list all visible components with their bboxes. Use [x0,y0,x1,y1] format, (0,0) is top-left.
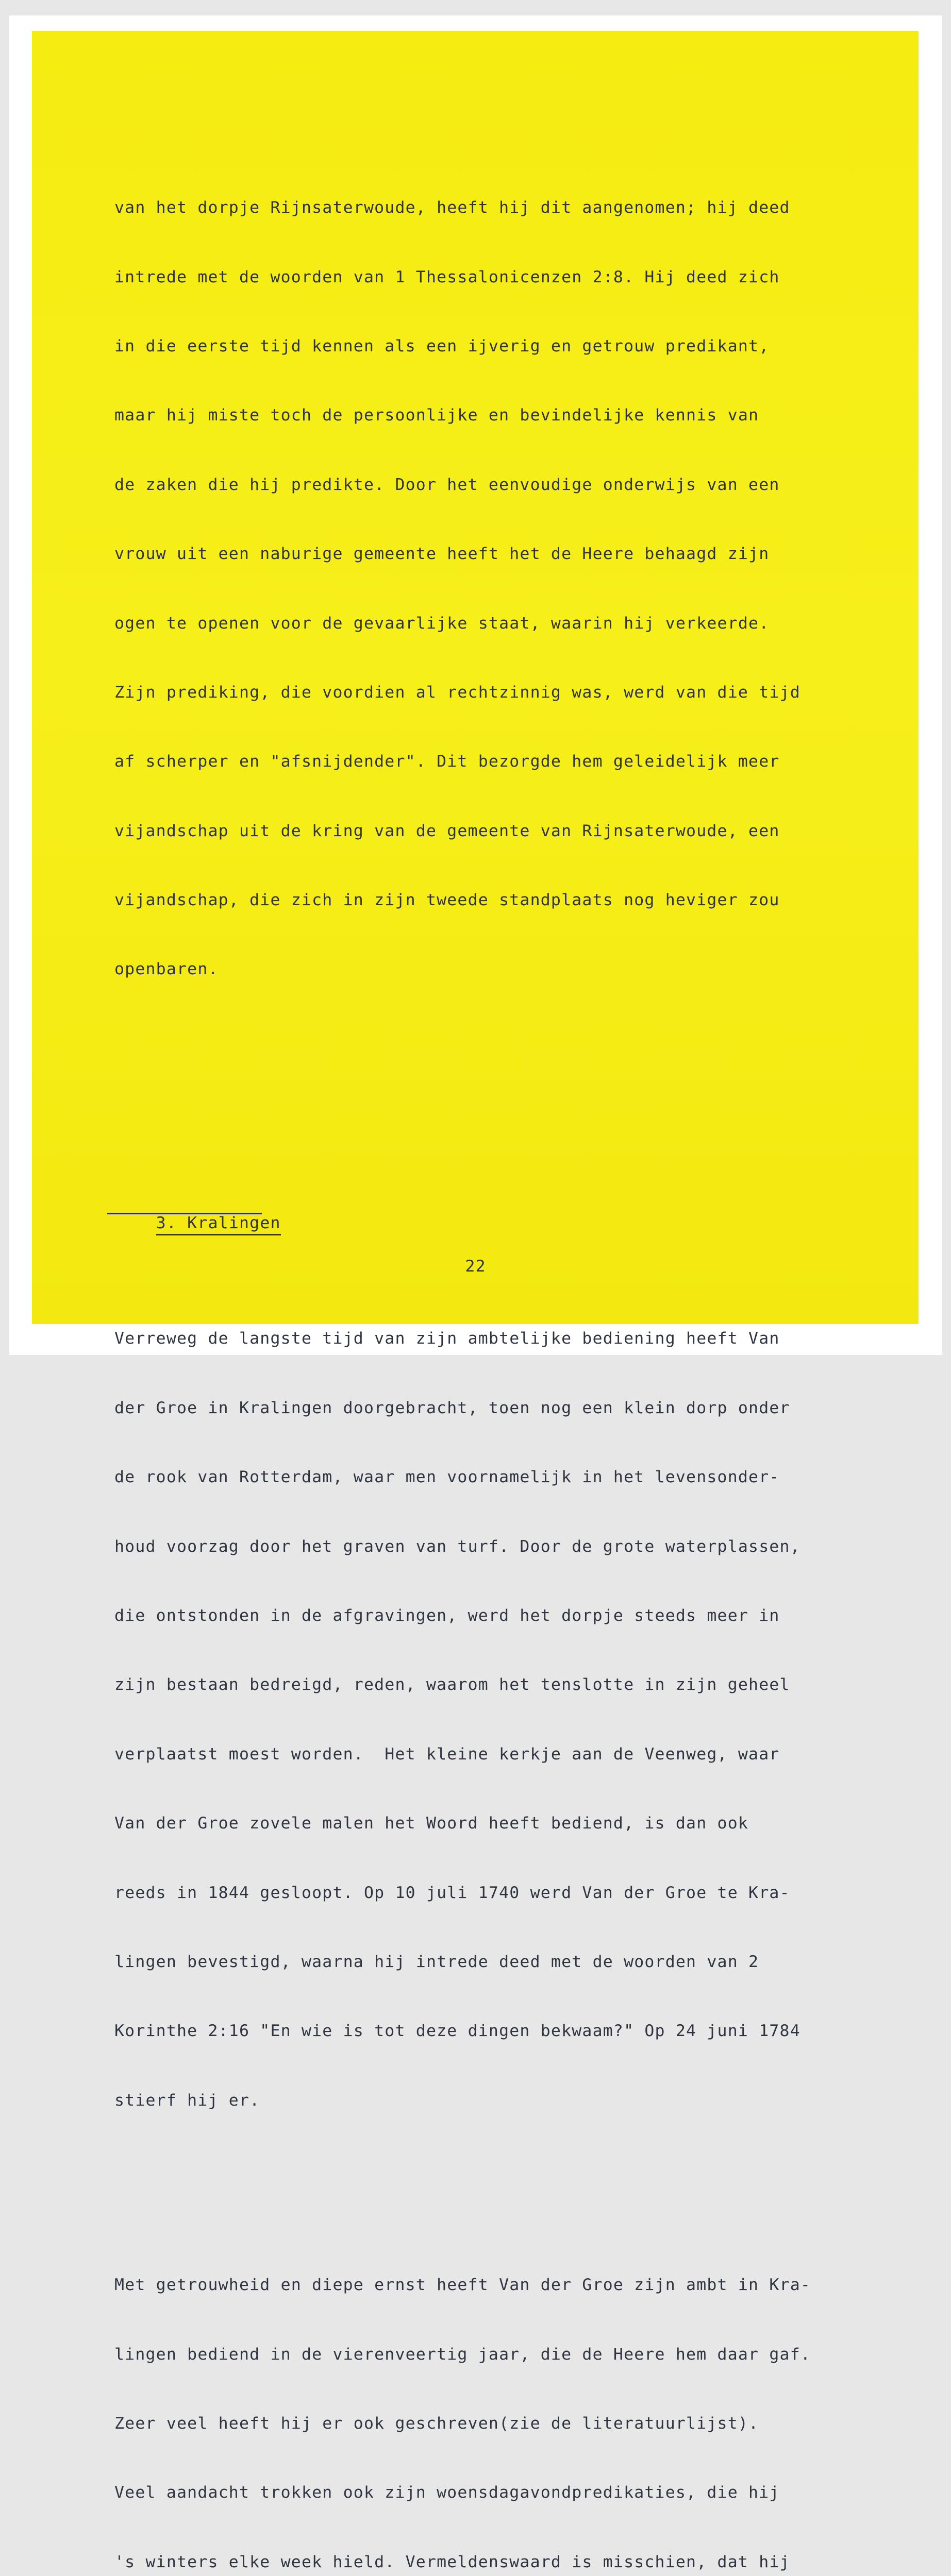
text-line: die ontstonden in de afgravingen, werd het dorpje steeds meer in [114,1606,780,1625]
text-line: in die eerste tijd kennen als een ijverig en getrouw predikant, [114,336,770,355]
document-body [114,104,898,2576]
text-line: de rook van Rotterdam, waar men voornamelijk in het levensonder- [114,1468,780,1487]
text-line: 's winters elke week hield. Vermeldenswaard is misschien, dat hij [114,2552,790,2571]
text-line: verplaatst moest worden. Het kleine kerkje aan de Veenweg, waar [114,1744,780,1764]
paragraph-1 [114,150,898,1027]
text-line: de zaken die hij predikte. Door het eenvoudige onderwijs van een [114,475,780,494]
text-line: Van der Groe zovele malen het Woord heeft bediend, is dan ook [114,1814,749,1833]
text-line: houd voorzag door het graven van turf. Door de grote waterplassen, [114,1537,800,1556]
heading-underline [107,1213,262,1214]
paragraph-3 [114,2228,898,2576]
text-line: der Groe in Kralingen doorgebracht, toen nog een klein dorp onder [114,1398,790,1417]
text-line: Met getrouwheid en diepe ernst heeft Van der Groe zijn ambt in Kra- [114,2276,811,2295]
text-line: Korinthe 2:16 "En wie is tot deze dingen bekwaam?" Op 24 juni 1784 [114,2022,800,2041]
text-line: zijn bestaan bedreigd, reden, waarom het tenslotte in zijn geheel [114,1675,790,1694]
text-line: openbaren. [114,960,219,979]
text-line: Verreweg de langste tijd van zijn ambtelijke bediening heeft Van [114,1329,780,1348]
section-heading [114,1189,898,1233]
text-line: Zeer veel heeft hij er ook geschreven(zie de literatuurlijst). [114,2414,759,2433]
text-line: maar hij miste toch de persoonlijke en bevindelijke kennis van [114,406,759,425]
text-line: lingen bediend in de vierenveertig jaar, die de Heere hem daar gaf. [114,2345,811,2364]
text-line: van het dorpje Rijnsaterwoude, heeft hij dit aangenomen; hij deed [114,198,790,217]
paragraph-gap [114,1096,898,1120]
paragraph-2 [114,1281,898,2158]
text-line: ogen te openen voor de gevaarlijke staat, waarin hij verkeerde. [114,614,770,633]
text-line: lingen bevestigd, waarna hij intrede deed met de woorden van 2 [114,1952,759,1971]
text-line: vijandschap uit de kring van de gemeente van Rijnsaterwoude, een [114,821,780,840]
text-line: vrouw uit een naburige gemeente heeft het de Heere behaagd zijn [114,545,770,564]
text-line: af scherper en "afsnijdender". Dit bezorgde hem geleidelijk meer [114,752,780,771]
text-line: Veel aandacht trokken ook zijn woensdagavondpredikaties, die hij [114,2483,780,2502]
section-heading-text: 3. Kralingen [156,1213,281,1235]
text-line: stierf hij er. [114,2091,260,2110]
text-line: intrede met de woorden van 1 Thessalonicenzen 2:8. Hij deed zich [114,267,780,286]
text-line: vijandschap, die zich in zijn tweede standplaats nog heviger zou [114,891,780,910]
page-number: 22 [465,1257,486,1276]
text-line: reeds in 1844 gesloopt. Op 10 juli 1740 werd Van der Groe te Kra- [114,1883,790,1902]
text-line: Zijn prediking, die voordien al rechtzinnig was, werd van die tijd [114,683,800,702]
